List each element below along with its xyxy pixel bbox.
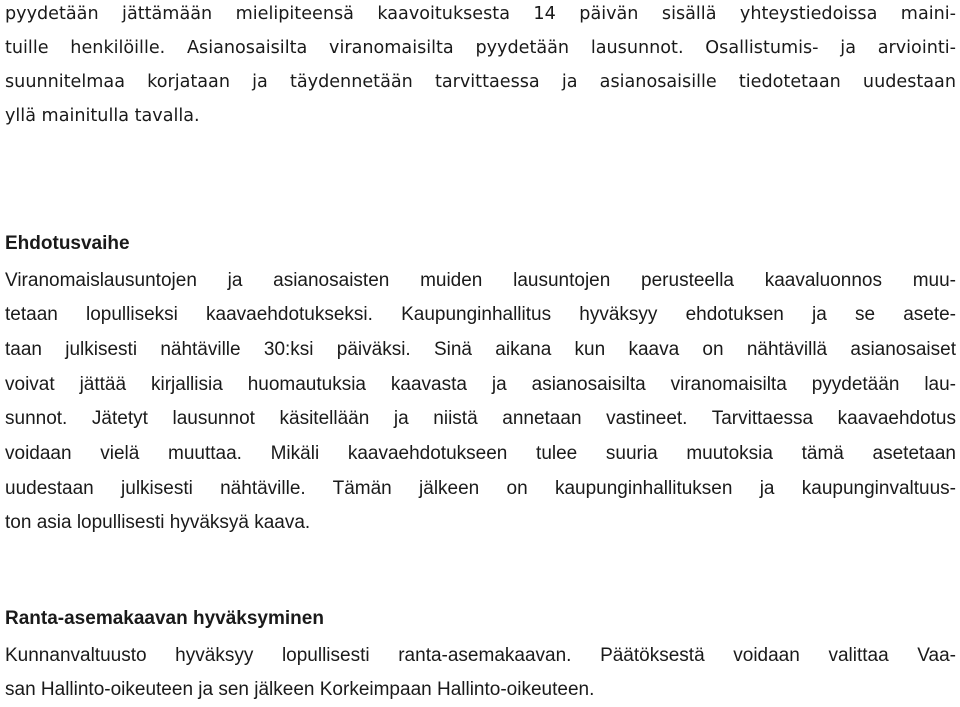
approval-line-1: Kunnanvaltuusto hyväksyy lopullisesti ranta-asemakaavan. Päätöksestä voidaan valittaa Vaa- — [5, 645, 956, 666]
proposal-line-2: tetaan lopulliseksi kaavaehdotukseksi. Kaupunginhallitus hyväksyy ehdotuksen ja se asete- — [5, 304, 956, 325]
proposal-line-7: uudestaan julkisesti nähtäville. Tämän jälkeen on kaupunginhallituksen ja kaupunginvaltuus- — [5, 478, 956, 499]
intro-line-3: suunnitelmaa korjataan ja täydennetään tarvittaessa ja asianosaisille tiedotetaan uudestaan — [5, 72, 956, 92]
intro-line-4: yllä mainitulla tavalla. — [5, 106, 200, 126]
proposal-line-1: Viranomaislausuntojen ja asianosaisten muiden lausuntojen perusteella kaavaluonnos muu- — [5, 270, 956, 291]
proposal-heading: Ehdotusvaihe — [5, 233, 130, 254]
intro-line-2: tuille henkilöille. Asianosaisilta viranomaisilta pyydetään lausunnot. Osallistumis- ja arviointi- — [5, 38, 956, 58]
proposal-line-5: sunnot. Jätetyt lausunnot käsitellään ja niistä annetaan vastineet. Tarvittaessa kaavaehdotus — [5, 408, 956, 429]
approval-heading: Ranta-asemakaavan hyväksyminen — [5, 608, 324, 629]
proposal-line-4: voivat jättää kirjallisia huomautuksia kaavasta ja asianosaisilta viranomaisilta pyydetään lau- — [5, 374, 956, 395]
proposal-line-6: voidaan vielä muuttaa. Mikäli kaavaehdotukseen tulee suuria muutoksia tämä asetetaan — [5, 443, 956, 464]
approval-line-2: san Hallinto-oikeuteen ja sen jälkeen Korkeimpaan Hallinto-oikeuteen. — [5, 679, 595, 700]
proposal-line-8: ton asia lopullisesti hyväksyä kaava. — [5, 512, 311, 533]
proposal-line-3: taan julkisesti nähtäville 30:ksi päiväksi. Sinä aikana kun kaava on nähtävillä asianosaiset — [5, 339, 956, 360]
intro-line-1: pyydetään jättämään mielipiteensä kaavoituksesta 14 päivän sisällä yhteystiedoissa maini- — [5, 4, 956, 24]
